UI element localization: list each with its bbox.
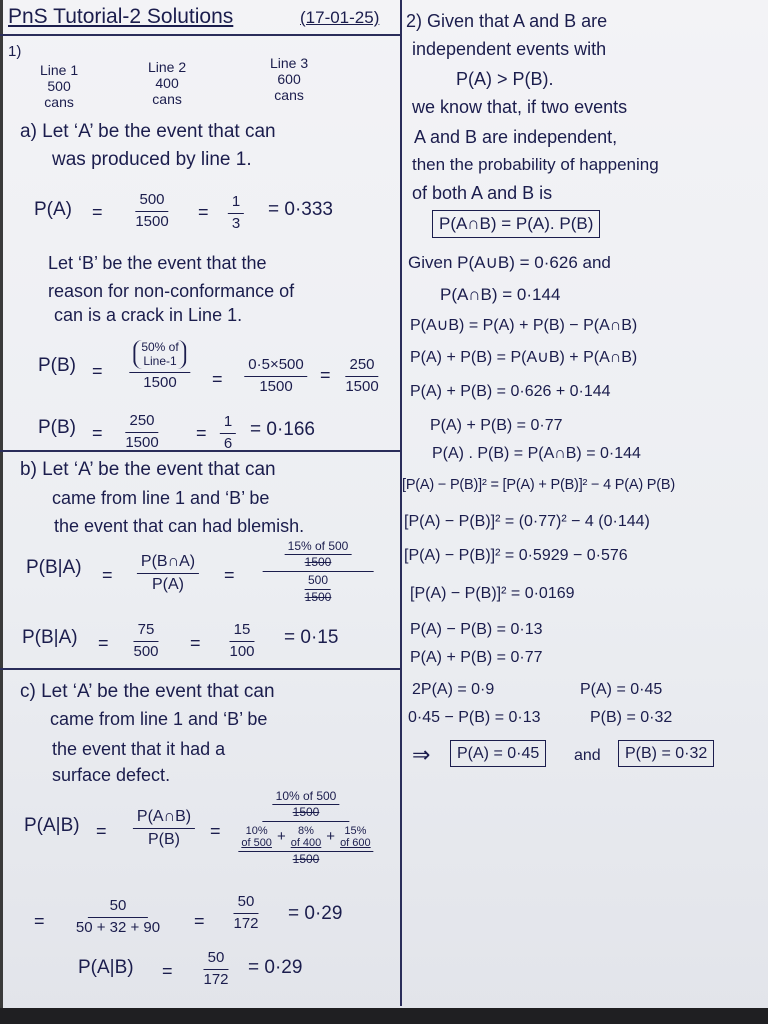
pab-result: = 0·29	[288, 903, 343, 924]
equals-sign: =	[34, 911, 45, 931]
fraction-pbna-over-pa	[137, 553, 199, 593]
equals-sign: =	[96, 821, 107, 841]
pab-lhs: P(A|B)	[78, 957, 134, 978]
numerator: 50	[88, 898, 149, 918]
fraction-15pct-of-500	[263, 540, 374, 604]
plus-sign: +	[326, 828, 336, 846]
numerator-top: 15% of 500	[285, 540, 352, 555]
numerator: 0·5×500	[244, 357, 307, 377]
solve-pb: P(B) = 0·32	[590, 709, 673, 726]
q2-text-5: then the probability of happening	[412, 155, 659, 174]
part-c-text-4: surface defect.	[52, 765, 171, 785]
denominator: 50 + 32 + 90	[75, 918, 161, 936]
q2-text-6: of both A and B is	[412, 183, 553, 203]
implies-arrow: ⇒	[412, 742, 431, 767]
denominator: 1500	[259, 377, 293, 395]
step-difference-value: P(A) − P(B) = 0·13	[410, 621, 543, 638]
numerator-bottom: 1500	[304, 555, 332, 570]
fraction-one-third	[228, 194, 244, 232]
line-1-name: Line 1	[40, 62, 79, 78]
step-product-value: P(A) . P(B) = P(A∩B) = 0·144	[432, 445, 641, 462]
given-line-1: Given P(A∪B) = 0·626 and	[408, 253, 611, 272]
line-2-unit: cans	[152, 91, 182, 107]
term-of: of 400	[290, 837, 322, 850]
numerator: 1	[220, 414, 236, 434]
term-pct: 10%	[245, 825, 268, 838]
numerator-bottom: 1500	[292, 805, 320, 820]
fraction-50-over-172	[229, 894, 262, 932]
equals-sign: =	[320, 365, 331, 385]
denominator: 172	[203, 970, 229, 988]
column-divider	[400, 0, 402, 1006]
page-date: (17-01-25)	[300, 8, 380, 27]
step-square-difference: [P(A) − P(B)]² = 0·5929 − 0·576	[404, 547, 628, 564]
step-square-identity: [P(A) − P(B)]² = [P(A) + P(B)]² − 4 P(A) P(B)	[402, 477, 675, 493]
pab-result: = 0·29	[248, 957, 303, 978]
pb-result: = 0·166	[250, 419, 315, 440]
fraction-15-over-100	[225, 622, 258, 660]
pb-lhs: P(B)	[38, 417, 76, 438]
step-union-formula: P(A∪B) = P(A) + P(B) − P(A∩B)	[410, 317, 638, 334]
solve-pa: P(A) = 0·45	[580, 681, 663, 698]
denominator: 1500	[143, 373, 177, 391]
answer-pa-box: P(A) = 0·45	[450, 740, 546, 767]
term-pct: 8%	[298, 825, 314, 838]
fraction-surface-defect	[234, 790, 377, 866]
part-b-text-1: b) Let ‘A’ be the event that can	[20, 459, 276, 480]
equals-sign: =	[102, 565, 113, 585]
denominator: P(A)	[151, 575, 184, 593]
denominator: 3	[231, 214, 241, 232]
fraction-500-over-1500	[131, 192, 172, 230]
q2-text-2: independent events with	[412, 39, 607, 59]
term-pct: 15%	[344, 825, 367, 838]
part-c-text-3: the event that it had a	[52, 739, 226, 759]
numerator: P(B∩A)	[137, 553, 199, 574]
line-3-count: 600	[277, 71, 301, 87]
equals-sign: =	[194, 911, 205, 931]
answer-pb-box: P(B) = 0·32	[618, 740, 714, 767]
fraction-250-over-1500	[121, 413, 162, 451]
q2-text-1: 2) Given that A and B are	[406, 11, 608, 31]
independence-formula-box: P(A∩B) = P(A). P(B)	[432, 210, 600, 238]
line-1-count: 500	[47, 78, 71, 94]
line-3-unit: cans	[274, 87, 304, 103]
step-rearranged: P(A) + P(B) = P(A∪B) + P(A∩B)	[410, 349, 638, 366]
event-b-text-2: reason for non-conformance of	[48, 281, 295, 301]
given-line-2: P(A∩B) = 0·144	[440, 285, 561, 304]
denominator: P(B)	[147, 830, 180, 848]
plus-sign: +	[276, 828, 286, 846]
step-sum-repeat: P(A) + P(B) = 0·77	[410, 649, 543, 666]
equals-sign: =	[224, 565, 235, 585]
denominator-fraction	[238, 825, 373, 865]
denominator: 1500	[345, 377, 379, 395]
pa-result: = 0·333	[268, 199, 333, 220]
equals-sign: =	[210, 821, 221, 841]
answer-connector: and	[574, 747, 601, 764]
step-square-substituted: [P(A) − P(B)]² = (0·77)² − 4 (0·144)	[404, 513, 650, 530]
fraction-250-over-1500	[341, 357, 382, 395]
denominator: 100	[229, 642, 255, 660]
event-b-text-3: can is a crack in Line 1.	[54, 305, 243, 325]
solve-2pa: 2P(A) = 0·9	[412, 681, 495, 698]
numerator: 1	[228, 194, 244, 214]
equals-sign: =	[198, 202, 209, 222]
q2-text-4: A and B are independent,	[414, 127, 618, 147]
title-rule	[0, 34, 400, 36]
event-b-text-1: Let ‘B’ be the event that the	[48, 253, 267, 273]
page-title: PnS Tutorial-2 Solutions	[8, 5, 234, 28]
step-substituted: P(A) + P(B) = 0·626 + 0·144	[410, 383, 611, 400]
line-1-info	[40, 62, 78, 110]
line-2-name: Line 2	[148, 59, 187, 75]
line-2-info	[148, 59, 186, 107]
pa-lhs: P(A)	[34, 199, 72, 220]
part-a-text-2: was produced by line 1.	[52, 149, 252, 170]
solve-pb-equation: 0·45 − P(B) = 0·13	[408, 709, 541, 726]
fraction-50-over-172	[199, 950, 232, 988]
denominator-bottom: 1500	[304, 589, 332, 604]
fraction-50-over-sum	[72, 898, 164, 936]
numerator	[263, 540, 374, 572]
part-b-text-2: came from line 1 and ‘B’ be	[52, 488, 270, 508]
equals-sign: =	[98, 633, 109, 653]
line-3-info	[270, 55, 308, 103]
pab-lhs: P(A|B)	[24, 815, 80, 836]
section-divider-c	[0, 668, 400, 670]
numerator: 50	[204, 950, 229, 970]
section-divider-b	[0, 450, 400, 452]
numerator: 75	[134, 622, 159, 642]
fraction-one-sixth	[220, 414, 236, 452]
equals-sign: =	[212, 369, 223, 389]
denominator: 1500	[125, 433, 159, 451]
equals-sign: =	[92, 361, 103, 381]
term-of: of 600	[340, 837, 371, 850]
question-1-number: 1)	[8, 43, 22, 60]
part-c-text-2: came from line 1 and ‘B’ be	[50, 709, 268, 729]
step-square-value: [P(A) − P(B)]² = 0·0169	[410, 585, 575, 602]
denominator	[234, 822, 377, 865]
denominator: 6	[223, 434, 233, 452]
term-line-2	[291, 825, 322, 849]
parenthesized-group	[133, 340, 186, 369]
numerator: 15	[230, 622, 255, 642]
pba-lhs: P(B|A)	[22, 627, 78, 648]
step-sum-value: P(A) + P(B) = 0·77	[430, 417, 563, 434]
numerator	[129, 340, 190, 373]
line-3-name: Line 3	[270, 55, 309, 71]
fraction-50pct-line1-over-1500	[129, 340, 190, 391]
pba-lhs: P(B|A)	[26, 557, 82, 578]
page-left-edge	[0, 0, 3, 1024]
denominator: 172	[233, 914, 259, 932]
fraction-panb-over-pb	[133, 808, 195, 848]
numerator: 500	[135, 192, 168, 212]
term-line-3	[340, 825, 371, 849]
part-a-text-1: a) Let ‘A’ be the event that can	[20, 121, 276, 142]
denominator	[298, 572, 339, 603]
part-b-text-3: the event that can had blemish.	[54, 516, 305, 536]
part-c-text-1: c) Let ‘A’ be the event that can	[20, 681, 275, 702]
denominator-fraction	[302, 574, 335, 603]
denominator: 1500	[135, 212, 169, 230]
equals-sign: =	[190, 633, 201, 653]
fraction-75-over-500	[129, 622, 162, 660]
numerator: 250	[345, 357, 378, 377]
equals-sign: =	[92, 423, 103, 443]
q2-condition: P(A) > P(B).	[456, 69, 554, 89]
denominator-terms-row	[238, 825, 373, 851]
numerator-fraction	[273, 790, 340, 819]
pba-result: = 0·15	[284, 627, 339, 648]
equals-sign: =	[196, 423, 207, 443]
fraction-0-5x500-over-1500	[244, 357, 307, 395]
equals-sign: =	[92, 202, 103, 222]
numerator-fraction	[285, 540, 352, 569]
line-1-unit: cans	[44, 94, 74, 110]
term-of: of 500	[241, 837, 272, 850]
numerator: 50	[234, 894, 259, 914]
page-bottom-edge	[0, 1008, 768, 1024]
q2-text-3: we know that, if two events	[412, 97, 628, 117]
numerator-top: 10% of 500	[273, 790, 340, 805]
numerator	[263, 790, 350, 822]
numerator-line-1: 50% of	[141, 340, 179, 354]
term-line-1	[241, 825, 272, 849]
numerator: P(A∩B)	[133, 808, 195, 829]
numerator: 250	[125, 413, 158, 433]
denominator: 500	[133, 642, 159, 660]
denominator-top: 500	[305, 574, 331, 589]
numerator-line-2: Line-1	[143, 354, 177, 369]
denominator-bottom: 1500	[292, 851, 320, 866]
line-2-count: 400	[155, 75, 179, 91]
pb-lhs: P(B)	[38, 355, 76, 376]
equals-sign: =	[162, 961, 173, 981]
